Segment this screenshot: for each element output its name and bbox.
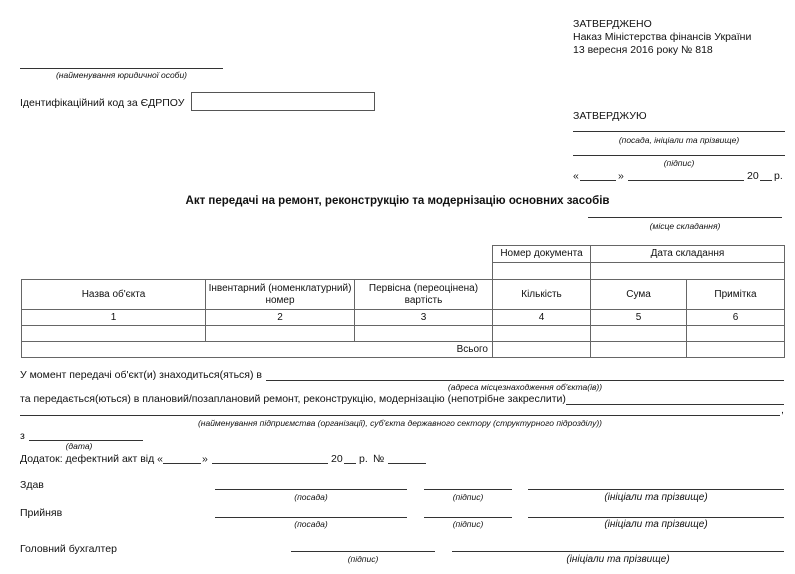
column-number: 1 (22, 310, 206, 326)
accountant-signature-caption: (підпис) (347, 554, 379, 564)
attachment-close-quote: » (202, 453, 208, 465)
doc-number-header: Номер документа (493, 246, 591, 263)
total-sum-cell[interactable] (591, 342, 687, 358)
column-number: 3 (355, 310, 493, 326)
table-cell[interactable] (22, 326, 206, 342)
accountant-signature-line[interactable] (291, 551, 435, 552)
total-label: Всього (22, 342, 493, 358)
assets-table (21, 279, 785, 358)
received-signature-caption: (підпис) (452, 519, 484, 529)
total-row (22, 342, 785, 358)
approved-order-line: Наказ Міністерства фінансів України (573, 31, 752, 43)
attachment-year-suffix: р. (359, 453, 368, 465)
approve-month-line[interactable] (628, 180, 744, 181)
handed-position-caption: (посада) (294, 492, 328, 502)
approve-date-close: » (618, 170, 624, 182)
received-position-line[interactable] (215, 517, 407, 518)
column-header: Сума (591, 280, 687, 310)
document-title: Акт передачі на ремонт, реконструкцію та модернізацію основних засобів (185, 195, 610, 207)
received-position-caption: (посада) (294, 519, 328, 529)
received-name-line[interactable] (528, 517, 784, 518)
approver-position-caption: (посада, ініціали та прізвище) (618, 135, 740, 145)
handed-signature-line[interactable] (424, 489, 512, 490)
approve-year-suffix: р. (774, 170, 783, 182)
approve-year-line[interactable] (760, 180, 772, 181)
received-name-caption: (ініціали та прізвище) (604, 519, 708, 530)
doc-number-cell[interactable] (493, 263, 591, 280)
document-header-table (492, 245, 785, 280)
total-quantity-cell[interactable] (493, 342, 591, 358)
approved-date-line: 13 вересня 2016 року № 818 (573, 44, 713, 56)
from-label: з (20, 430, 25, 442)
approve-year-prefix: 20 (747, 170, 759, 182)
column-header: Кількість (493, 280, 591, 310)
column-number-row (22, 310, 785, 326)
column-header: Інвентарний (номенклатурний) номер (206, 280, 355, 310)
received-signature-line[interactable] (424, 517, 512, 518)
doc-date-cell[interactable] (591, 263, 785, 280)
accountant-name-caption: (ініціали та прізвище) (566, 554, 670, 565)
assets-table-header-row (22, 280, 785, 310)
location-text: У момент передачі об'єкт(и) знаходиться(яться) в (20, 369, 262, 381)
doc-date-header: Дата складання (591, 246, 785, 263)
handed-name-line[interactable] (528, 489, 784, 490)
location-line[interactable] (266, 380, 784, 381)
attachment-number-label: № (373, 453, 385, 465)
approver-signature-caption: (підпис) (663, 158, 695, 168)
approver-position-line[interactable] (573, 131, 785, 132)
table-cell[interactable] (206, 326, 355, 342)
repair-line[interactable] (566, 404, 784, 405)
attachment-day-line[interactable] (163, 463, 201, 464)
handed-label: Здав (20, 479, 44, 491)
from-date-caption: (дата) (65, 441, 93, 451)
column-number: 6 (687, 310, 785, 326)
handed-position-line[interactable] (215, 489, 407, 490)
table-cell[interactable] (687, 326, 785, 342)
accountant-label: Головний бухгалтер (20, 543, 117, 555)
entity-name-line[interactable] (20, 68, 223, 69)
received-label: Прийняв (20, 507, 63, 519)
organization-comma: , (781, 404, 784, 416)
attachment-year-line[interactable] (344, 463, 356, 464)
place-caption: (місце складання) (649, 221, 721, 231)
approver-signature-line[interactable] (573, 155, 785, 156)
attachment-number-line[interactable] (388, 463, 426, 464)
repair-text: та передається(ються) в плановий/позаплановий ремонт, реконструкцію, модернізацію (непотрібне закреслити) (20, 393, 566, 405)
approved-heading: ЗАТВЕРДЖЕНО (573, 18, 652, 30)
entity-name-caption: (найменування юридичної особи) (55, 70, 188, 80)
column-header: Примітка (687, 280, 785, 310)
table-row (22, 326, 785, 342)
table-cell[interactable] (355, 326, 493, 342)
handed-signature-caption: (підпис) (452, 492, 484, 502)
edrpou-label: Ідентифікаційний код за ЄДРПОУ (20, 97, 185, 109)
attachment-text: Додаток: дефектний акт від « (20, 453, 164, 465)
approve-date-open: « (573, 170, 579, 182)
organization-line[interactable] (20, 415, 780, 416)
approve-heading: ЗАТВЕРДЖУЮ (573, 110, 647, 122)
column-number: 5 (591, 310, 687, 326)
table-cell[interactable] (493, 326, 591, 342)
table-cell[interactable] (591, 326, 687, 342)
approve-day-line[interactable] (580, 180, 616, 181)
accountant-name-line[interactable] (452, 551, 784, 552)
place-line[interactable] (588, 217, 782, 218)
edrpou-input[interactable] (191, 92, 375, 111)
attachment-month-line[interactable] (212, 463, 328, 464)
column-number: 2 (206, 310, 355, 326)
column-number: 4 (493, 310, 591, 326)
column-header: Первісна (переоцінена) вартість (355, 280, 493, 310)
total-note-cell[interactable] (687, 342, 785, 358)
organization-caption: (найменування підприємства (організації), суб'єкта державного сектору (структурного підрозділу)) (197, 418, 603, 428)
attachment-year: 20 (331, 453, 343, 465)
location-caption: (адреса місцезнаходження об'єкта(ів)) (447, 382, 603, 392)
column-header: Назва об'єкта (22, 280, 206, 310)
handed-name-caption: (ініціали та прізвище) (604, 492, 708, 503)
